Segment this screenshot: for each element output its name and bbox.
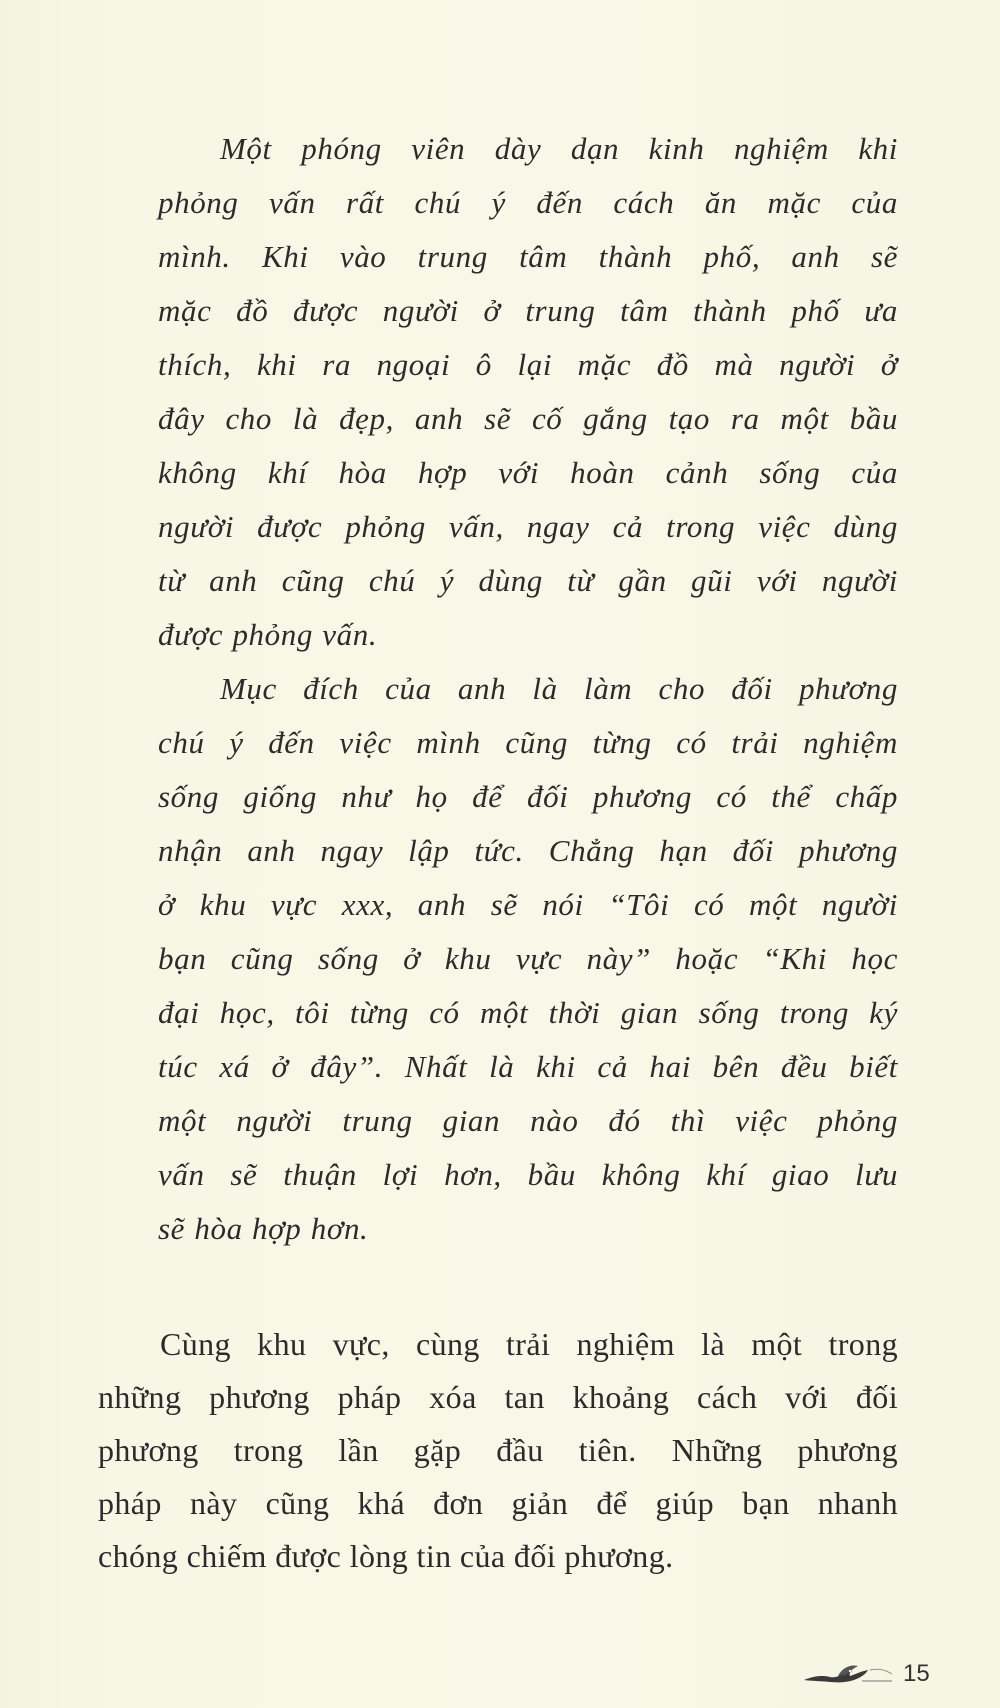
text-line: ở khu vực xxx, anh sẽ nói “Tôi có một người bbox=[158, 887, 898, 922]
text-line: Mục đích của anh là làm cho đối phương bbox=[220, 671, 898, 706]
text-line: những phương pháp xóa tan khoảng cách với đối bbox=[98, 1379, 898, 1415]
page-footer bbox=[800, 1660, 940, 1690]
text-line: Một phóng viên dày dạn kinh nghiệm khi bbox=[220, 131, 898, 166]
text-line: phỏng vấn rất chú ý đến cách ăn mặc của bbox=[158, 185, 898, 220]
text-line: sống giống như họ để đối phương có thể chấp bbox=[158, 779, 898, 814]
text-line: một người trung gian nào đó thì việc phỏng bbox=[158, 1103, 898, 1138]
text-line: đại học, tôi từng có một thời gian sống trong ký bbox=[158, 995, 898, 1030]
text-line: sẽ hòa hợp hơn. bbox=[158, 1211, 369, 1246]
text-line: chú ý đến việc mình cũng từng có trải nghiệm bbox=[158, 725, 898, 760]
bird-ornament-icon bbox=[800, 1662, 896, 1688]
text-line: túc xá ở đây”. Nhất là khi cả hai bên đều biết bbox=[158, 1049, 898, 1084]
text-line: thích, khi ra ngoại ô lại mặc đồ mà người ở bbox=[158, 347, 898, 382]
summary-paragraph bbox=[98, 1318, 898, 1583]
text-line: chóng chiếm được lòng tin của đối phương. bbox=[98, 1538, 674, 1574]
italic-anecdote bbox=[158, 122, 898, 1256]
text-line: pháp này cũng khá đơn giản để giúp bạn nhanh bbox=[98, 1485, 898, 1521]
text-line: được phỏng vấn. bbox=[158, 617, 378, 652]
text-line: phương trong lần gặp đầu tiên. Những phương bbox=[98, 1432, 898, 1468]
text-line: người được phỏng vấn, ngay cả trong việc dùng bbox=[158, 509, 898, 544]
text-line: nhận anh ngay lập tức. Chẳng hạn đối phương bbox=[158, 833, 898, 868]
page-number: 15 bbox=[903, 1660, 930, 1687]
text-line: mình. Khi vào trung tâm thành phố, anh sẽ bbox=[158, 239, 898, 274]
text-line: Cùng khu vực, cùng trải nghiệm là một trong bbox=[160, 1326, 898, 1362]
text-line: đây cho là đẹp, anh sẽ cố gắng tạo ra một bầu bbox=[158, 401, 898, 436]
text-line: không khí hòa hợp với hoàn cảnh sống của bbox=[158, 455, 898, 490]
text-line: bạn cũng sống ở khu vực này” hoặc “Khi học bbox=[158, 941, 898, 976]
text-line: vấn sẽ thuận lợi hơn, bầu không khí giao lưu bbox=[158, 1157, 898, 1192]
text-line: từ anh cũng chú ý dùng từ gần gũi với người bbox=[158, 563, 898, 598]
text-line: mặc đồ được người ở trung tâm thành phố ưa bbox=[158, 293, 898, 328]
